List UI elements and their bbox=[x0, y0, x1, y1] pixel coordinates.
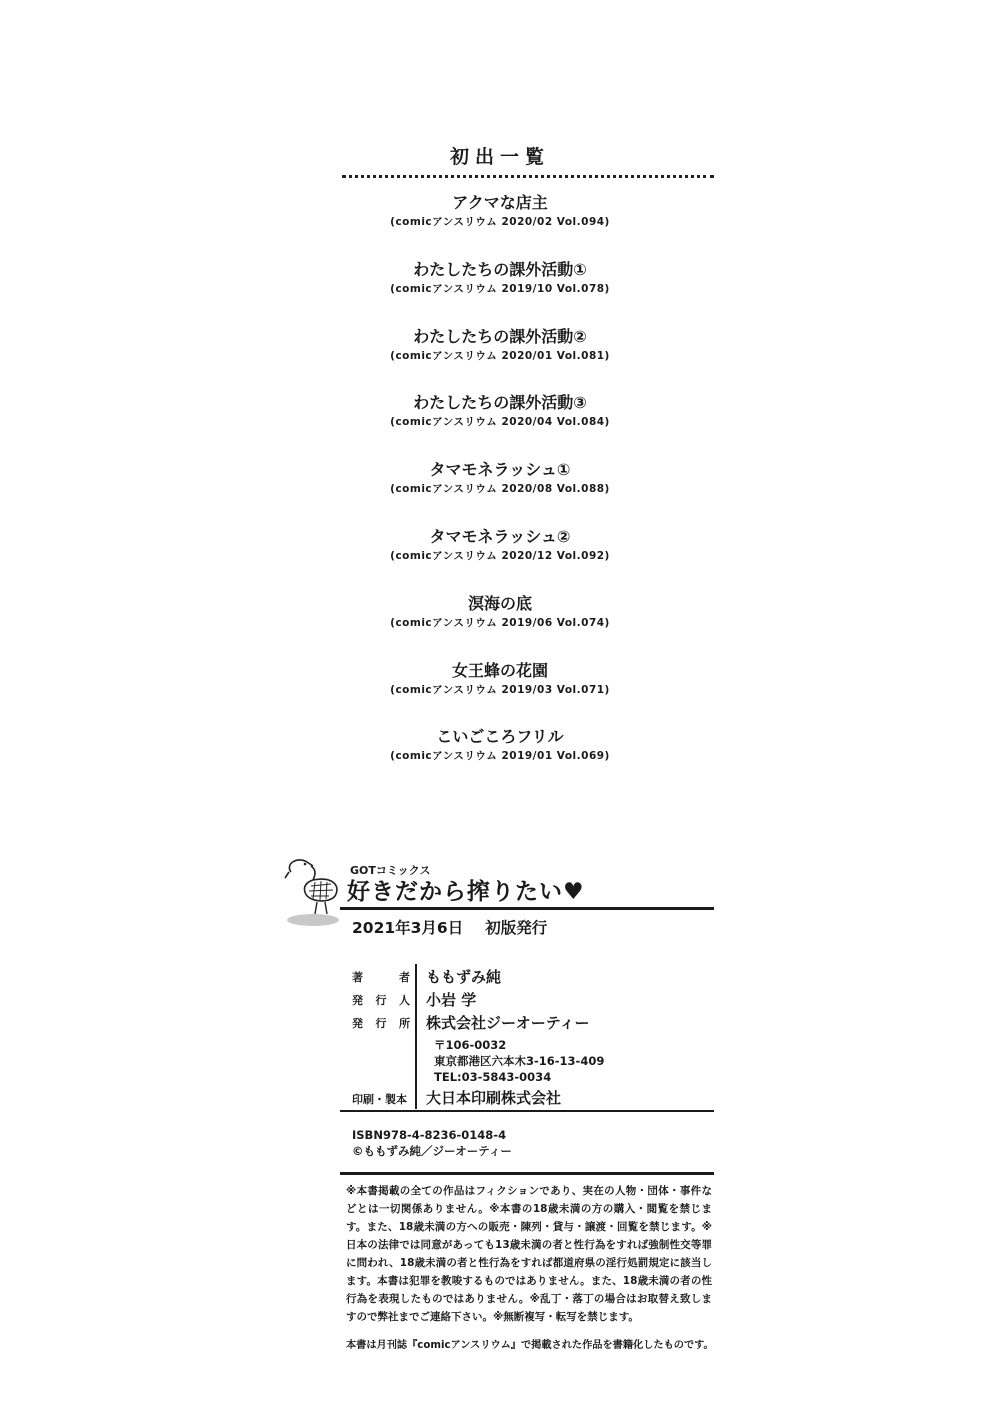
toc-item bbox=[0, 326, 1000, 393]
publisher-address bbox=[434, 1037, 604, 1085]
credit-value: 株式会社ジーオーティー bbox=[426, 1014, 590, 1032]
story-source: (comicアンスリウム 2019/03 Vol.071) bbox=[390, 683, 610, 696]
credit-row-printing bbox=[352, 1087, 712, 1109]
credit-label: 発行人 bbox=[352, 994, 410, 1007]
credit-row bbox=[352, 964, 712, 987]
legal-notice: ※本書掲載の全ての作品はフィクションであり、実在の人物・団体・事件などとは一切関係ありません。※本書の18歳未満の方の購入・閲覧を禁じます。また、18歳未満の方への販売・陳列・貸与・譲渡・回覧を禁じます。※日本の法律では同意があっても13歳未満の者と性行為をすれば強制性交等罪に問われ、18歳未満の者と性行為をすれば都道府県の淫行処罰規定に該当します。本書は犯罪を教唆するものではありません。また、18歳未満の者の性行為を表現したものではありません。※乱丁・落丁の場合はお取替え致しますので弊社までご連絡下さい。※無断複写・転写を禁じます。 bbox=[346, 1185, 712, 1323]
imprint-label: GOTコミックス bbox=[350, 864, 431, 877]
street-address: 東京都港区六本木3-16-13-409 bbox=[434, 1054, 605, 1068]
story-source: (comicアンスリウム 2020/01 Vol.081) bbox=[390, 349, 610, 362]
story-title: わたしたちの課外活動② bbox=[413, 326, 587, 346]
toc-item bbox=[0, 392, 1000, 459]
heart-icon: ♥ bbox=[563, 879, 585, 905]
story-title: タマモネラッシュ② bbox=[429, 526, 571, 546]
toc-title: 初出一覧 bbox=[449, 146, 550, 168]
story-title: 溟海の底 bbox=[467, 593, 532, 613]
toc-item bbox=[0, 593, 1000, 660]
story-source: (comicアンスリウム 2019/01 Vol.069) bbox=[390, 750, 610, 763]
publication-date bbox=[352, 916, 547, 938]
credit-label: 著者 bbox=[352, 971, 410, 984]
credit-label: 印刷・製本 bbox=[352, 1093, 407, 1106]
story-title: タマモネラッシュ① bbox=[429, 460, 571, 480]
toc-item bbox=[0, 459, 1000, 526]
story-source: (comicアンスリウム 2020/08 Vol.088) bbox=[390, 483, 610, 496]
telephone: TEL:03-5843-0034 bbox=[434, 1070, 552, 1084]
story-source: (comicアンスリウム 2020/02 Vol.094) bbox=[390, 216, 610, 228]
legal-rule bbox=[340, 1172, 714, 1175]
credit-row bbox=[352, 987, 712, 1010]
copyright: ©ももずみ純／ジーオーティー bbox=[352, 1144, 512, 1158]
credit-value: ももずみ純 bbox=[426, 968, 502, 986]
isbn: ISBN978-4-8236-0148-4 bbox=[352, 1128, 507, 1142]
book-title-text: 好きだから搾りたい bbox=[347, 879, 563, 905]
edition: 初版発行 bbox=[485, 919, 548, 937]
toc-item bbox=[0, 726, 1000, 793]
bird-illustration-icon bbox=[283, 852, 343, 932]
dotted-divider bbox=[342, 175, 714, 178]
title-rule bbox=[340, 907, 714, 910]
story-title: こいごころフリル bbox=[436, 727, 564, 747]
date: 2021年3月6日 bbox=[352, 919, 464, 937]
book-title bbox=[347, 873, 585, 906]
toc-item bbox=[0, 192, 1000, 259]
toc-list bbox=[0, 192, 1000, 793]
credit-label: 発行所 bbox=[352, 1017, 410, 1030]
toc-item bbox=[0, 526, 1000, 593]
credits-rule bbox=[340, 1110, 714, 1112]
credit-value: 大日本印刷株式会社 bbox=[426, 1089, 562, 1107]
credit-value: 小岩 学 bbox=[426, 991, 477, 1009]
story-source: (comicアンスリウム 2019/10 Vol.078) bbox=[390, 282, 610, 295]
isbn-block bbox=[352, 1127, 512, 1159]
story-title: わたしたちの課外活動① bbox=[413, 259, 587, 279]
toc-item bbox=[0, 259, 1000, 326]
story-title: わたしたちの課外活動③ bbox=[413, 393, 587, 413]
credits bbox=[352, 964, 712, 1033]
story-source: (comicアンスリウム 2019/06 Vol.074) bbox=[390, 616, 610, 629]
postal-code: 〒106-0032 bbox=[434, 1038, 507, 1052]
story-title: 女王蜂の花園 bbox=[451, 660, 548, 680]
story-source: (comicアンスリウム 2020/12 Vol.092) bbox=[390, 549, 610, 562]
footnote: 本書は月刊誌『comicアンスリウム』で掲載された作品を書籍化したものです。 bbox=[346, 1340, 714, 1351]
credit-row bbox=[352, 1010, 712, 1033]
toc-item bbox=[0, 660, 1000, 727]
story-source: (comicアンスリウム 2020/04 Vol.084) bbox=[390, 416, 610, 429]
story-title: アクマな店主 bbox=[452, 193, 548, 212]
